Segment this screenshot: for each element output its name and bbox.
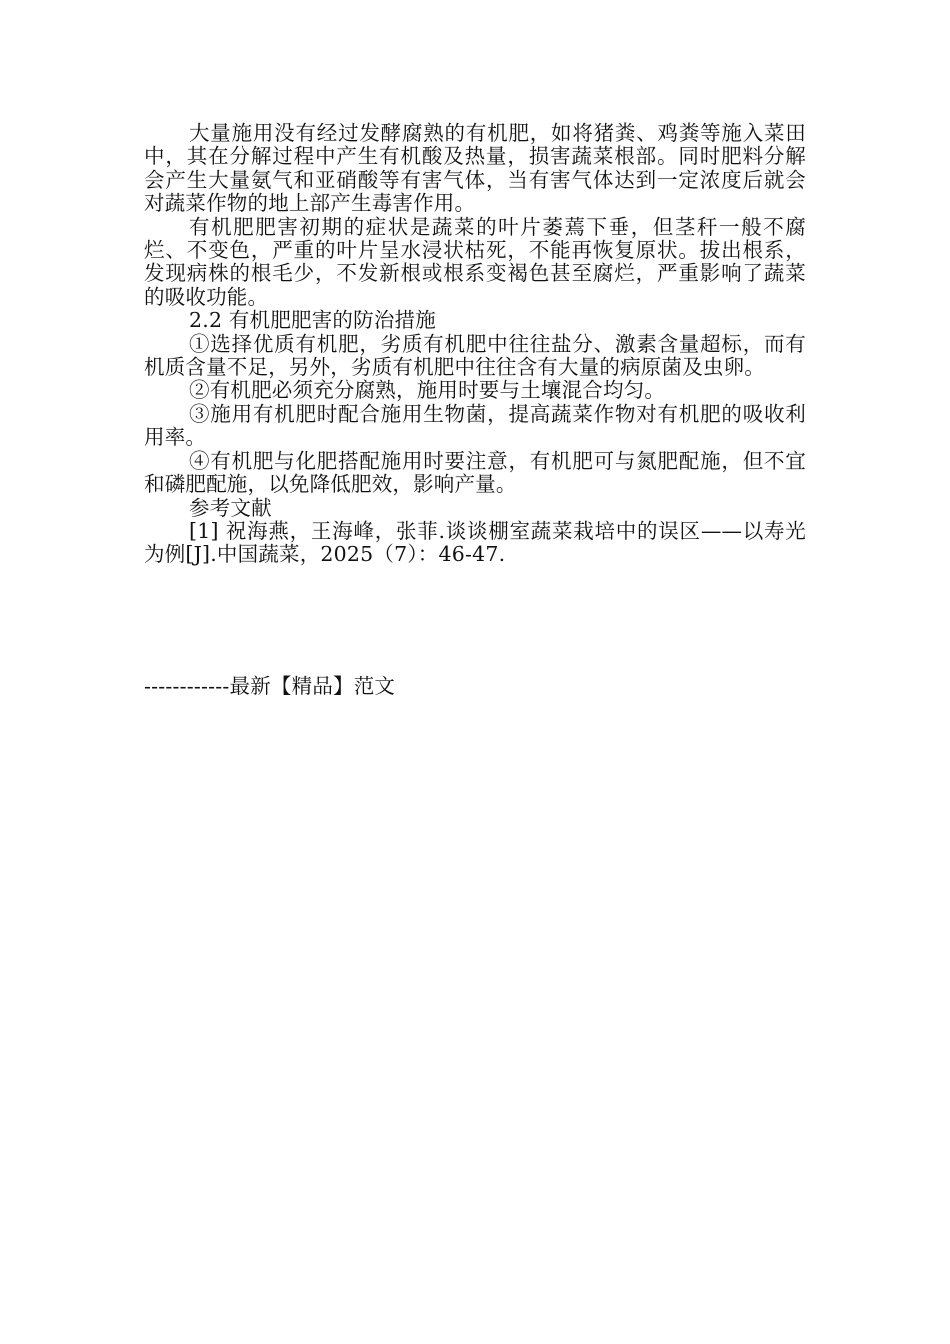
footer-banner: ------------最新【精品】范文 [144, 674, 396, 698]
measure-item-4: ④有机肥与化肥搭配施用时要注意，有机肥可与氮肥配施，但不宜和磷肥配施，以免降低肥效，影响产量。 [144, 448, 806, 497]
reference-item-1: [1] 祝海燕，王海峰，张菲.谈谈棚室蔬菜栽培中的误区——以寿光为例[J].中国蔬菜，2025（7）：46-47. [144, 518, 806, 567]
document-body [144, 122, 806, 567]
measure-item-3: ③施用有机肥时配合施用生物菌，提高蔬菜作物对有机肥的吸收利用率。 [144, 401, 806, 450]
measure-item-1: ①选择优质有机肥，劣质有机肥中往往盐分、激素含量超标，而有机质含量不足，另外，劣质有机肥中往往含有大量的病原菌及虫卵。 [144, 331, 806, 380]
section-heading-prevention: 2.2 有机肥肥害的防治措施 [189, 308, 436, 333]
paragraph-symptoms: 有机肥肥害初期的症状是蔬菜的叶片萎蔫下垂，但茎秆一般不腐烂、不变色，严重的叶片呈水浸状枯死，不能再恢复原状。拔出根系，发现病株的根毛少，不发新根或根系变褐色甚至腐烂，严重影响了蔬菜的吸收功能。 [144, 214, 806, 309]
measure-item-2: ②有机肥必须充分腐熟，施用时要与土壤混合均匀。 [189, 378, 666, 403]
references-heading: 参考文献 [189, 495, 272, 520]
paragraph-raw-manure-damage: 大量施用没有经过发酵腐熟的有机肥，如将猪粪、鸡粪等施入菜田中，其在分解过程中产生有机酸及热量，损害蔬菜根部。同时肥料分解会产生大量氨气和亚硝酸等有害气体，当有害气体达到一定浓度后就会对蔬菜作物的地上部产生毒害作用。 [144, 121, 806, 216]
